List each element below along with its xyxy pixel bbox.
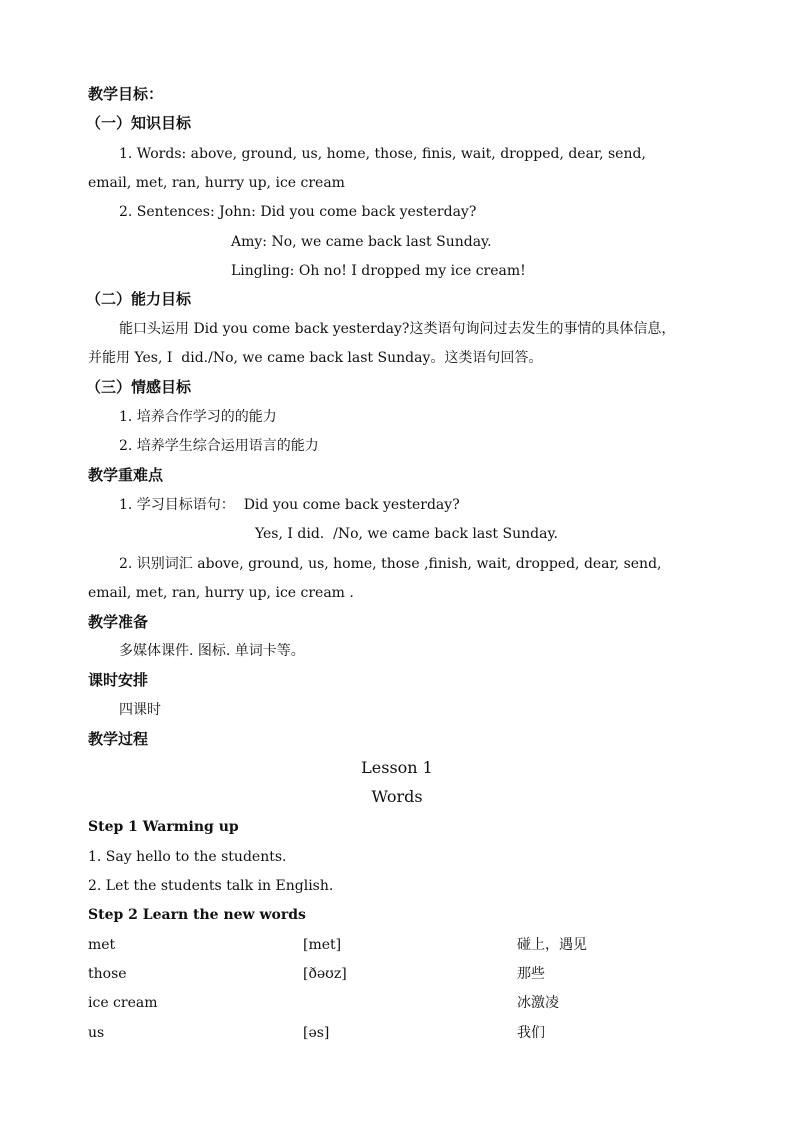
heading-process: 教学过程 — [88, 730, 149, 748]
key-item-1-b: Yes, I did. /No, we came back last Sunday. — [255, 526, 558, 542]
key-item-1-a: 1. 学习目标语句： Did you come back yesterday? — [119, 497, 460, 513]
step-1-item-1: 1. Say hello to the students. — [88, 849, 287, 865]
vocab-phonetic: [ðəʊz] — [303, 966, 347, 982]
ability-line-2: 并能用 Yes, I did./No, we came back last Sunday。这类语句回答。 — [88, 350, 543, 366]
vocab-meaning: 冰激凌 — [517, 995, 559, 1011]
key-item-2-a: 2. 识别词汇 above, ground, us, home, those ,finish, wait, dropped, dear, send, — [119, 556, 662, 572]
ability-line-1: 能口头运用 Did you come back yesterday?这类语句询问过去发生的事情的具体信息， — [119, 321, 676, 337]
vocab-word: met — [88, 937, 116, 953]
emotion-item-2: 2. 培养学生综合运用语言的能力 — [119, 438, 319, 454]
vocab-meaning: 那些 — [517, 966, 545, 982]
sentences-line-3: Lingling: Oh no! I dropped my ice cream! — [231, 263, 526, 279]
emotion-goal-title: （三）情感目标 — [86, 378, 192, 396]
knowledge-goal-title: （一）知识目标 — [86, 114, 192, 132]
vocab-word: ice cream — [88, 995, 158, 1011]
vocab-phonetic: [əs] — [303, 1025, 330, 1041]
vocab-meaning: 碰上，遇见 — [517, 937, 587, 953]
ability-goal-title: （二）能力目标 — [86, 290, 192, 308]
heading-schedule: 课时安排 — [88, 671, 149, 689]
words-line-1: 1. Words: above, ground, us, home, those, finis, wait, dropped, dear, send, — [119, 146, 646, 162]
sentences-line-2: Amy: No, we came back last Sunday. — [231, 234, 492, 250]
sentences-line-1: 2. Sentences: John: Did you come back yesterday? — [119, 204, 477, 220]
preparation-text: 多媒体课件. 图标. 单词卡等。 — [119, 643, 305, 659]
step-1-item-2: 2. Let the students talk in English. — [88, 878, 334, 894]
vocab-phonetic: [met] — [303, 937, 342, 953]
vocab-meaning: 我们 — [517, 1025, 545, 1041]
heading-key-points: 教学重难点 — [88, 466, 164, 484]
heading-preparation: 教学准备 — [88, 613, 149, 631]
step-1-title: Step 1 Warming up — [88, 819, 239, 835]
heading-teaching-goals: 教学目标： — [88, 85, 164, 103]
words-line-2: email, met, ran, hurry up, ice cream — [88, 175, 345, 191]
emotion-item-1: 1. 培养合作学习的的能力 — [119, 409, 277, 425]
step-2-title: Step 2 Learn the new words — [88, 907, 306, 923]
key-item-2-b: email, met, ran, hurry up, ice cream . — [88, 585, 354, 601]
vocab-word: those — [88, 966, 127, 982]
vocab-word: us — [88, 1025, 105, 1041]
lesson-title: Lesson 1 — [361, 758, 433, 777]
lesson-subtitle: Words — [371, 787, 423, 806]
schedule-text: 四课时 — [119, 702, 161, 718]
